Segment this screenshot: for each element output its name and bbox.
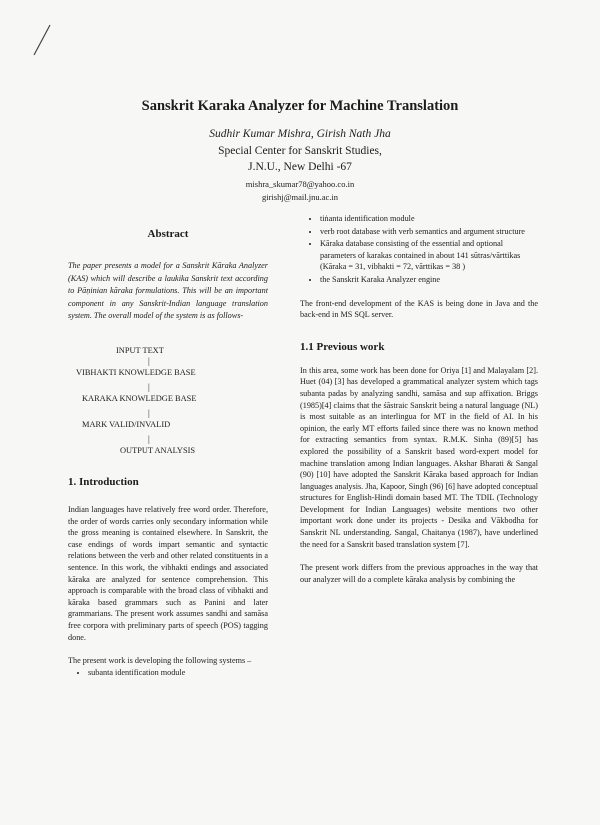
right-column [300, 213, 538, 585]
frontend-paragraph: The front-end development of the KAS is being done in Java and the back-end in MS SQL server. [300, 298, 538, 320]
previous-work-paragraph: In this area, some work has been done for Oriya [1] and Malayalam [2]. Huet (04) [3] has developed a grammatical analyzer system which tags subanta padas by analyzing sandhi, samāsa and sup affixation. Briggs (1985)[4] claims that the śāstraic Sanskrit being a natural language (NL) is most suitable as an interlingua for MT in the field of AI. In his opinion, the early MT efforts failed since there was no known method for extracting semantics from syntax. R.M.K. Sinha (89)[5] has explored the possibility of a Sanskrit based word-expert model for machine translation among Indian languages. Akshar Bharati & Sangal (90) [10] have adopted the Sanskrit Kāraka based approach for Indian languages analysis. Jha, Kapoor, Singh (96) [6] have adopted conceptual structures for English-Hindi domain based MT. The TDIL (Technology Development for Indian Languages) website mentions two other important work done under its projects - Desika and Vākbodha for Sanskrit NL understanding. Sangal, Chaitanya (1987), have underlined the need for a Sanskrit based translation system [7]. [300, 365, 538, 549]
flow-connector: | [148, 407, 150, 418]
paper-title: Sanskrit Karaka Analyzer for Machine Translation [141, 98, 459, 114]
affiliation-line-2: J.N.U., New Delhi -67 [248, 161, 352, 173]
flow-step-output-analysis: OUTPUT ANALYSIS [120, 445, 196, 455]
pen-stroke-mark [30, 22, 54, 58]
list-item: • verb root database with verb semantics and argument structure [320, 226, 538, 238]
systems-intro-paragraph: The present work is developing the following systems – [68, 656, 252, 666]
flow-step-mark-valid: MARK VALID/INVALID [82, 419, 171, 429]
left-column [68, 222, 268, 679]
author-names: Sudhir Kumar Mishra, Girish Nath Jha [209, 128, 391, 140]
affiliation-line-1: Special Center for Sanskrit Studies, [218, 145, 382, 157]
flow-step-vibhakti-kb: VIBHAKTI KNOWLEDGE BASE [76, 367, 196, 377]
systems-list-right [300, 213, 538, 286]
flow-step-karaka-kb: KARAKA KNOWLEDGE BASE [82, 393, 197, 403]
previous-work-heading: 1.1 Previous work [300, 340, 385, 353]
differs-paragraph: The present work differs from the previous approaches in the way that our analyzer will do a complete kāraka analysis by combining the [300, 563, 538, 584]
list-item: • Kāraka database consisting of the essential and optional parameters of karakas contained in about 141 sūtras/vārttikas (Kāraka = 31, vibhakti = 72, vārttikas = 38 ) [320, 238, 538, 273]
abstract-text: The paper presents a model for a Sanskrit Kāraka Analyzer (KAS) which will describe a laukika Sanskrit text according to Pāṇinian kāraka formulations. This will be an important component in any Sanskrit-Indian language translation system. The overall model of the system is as follows- [68, 261, 268, 321]
abstract-heading: Abstract [147, 228, 189, 240]
flow-connector: | [148, 433, 150, 444]
flow-connector: | [148, 355, 150, 366]
list-item: • the Sanskrit Karaka Analyzer engine [320, 274, 538, 286]
flow-connector: | [148, 381, 150, 392]
systems-list-left [68, 667, 268, 679]
introduction-paragraph: Indian languages have relatively free word order. Therefore, the order of words carries only secondary information while the gross meaning is contained elsewhere. In Sanskrit, the case endings of words impart semantic and syntactic relations between the verb and other related constituents in a sentence. In this work, the vibhakti endings and associated kāraka are analyzed for sentence comprehension. This approach is comparable with the broad class of vibhakti and kāraka based grammars such as Panini and later grammarians. The present work assumes sandhi and samāsa free corpora with preliminary parts of speech (POS) tagging done. [68, 504, 268, 642]
system-flow-diagram [68, 345, 268, 456]
list-item: • subanta identification module [88, 667, 268, 679]
email-2: girishj@mail.jnu.ac.in [261, 192, 339, 202]
email-1: mishra_skumar78@yahoo.co.in [245, 179, 355, 189]
introduction-heading: 1. Introduction [68, 475, 139, 488]
list-item: • tiṅanta identification module [320, 213, 538, 225]
flow-step-input-text: INPUT TEXT [116, 345, 164, 355]
